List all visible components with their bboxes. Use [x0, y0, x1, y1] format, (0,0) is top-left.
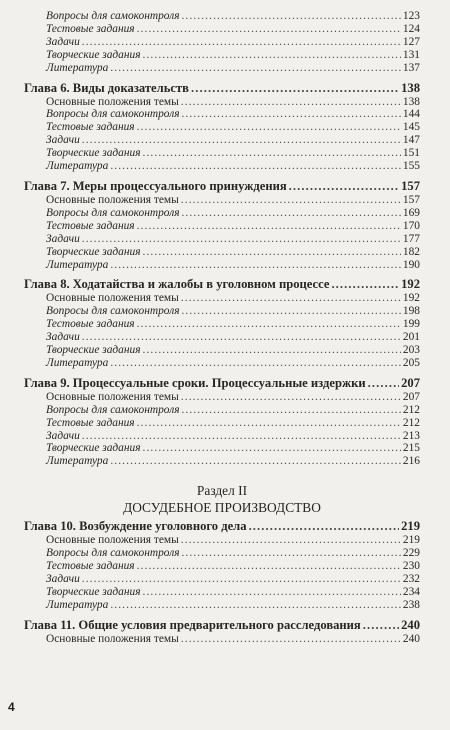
toc-entry: Вопросы для самоконтроля ..... 229: [24, 547, 420, 560]
chapter-heading: Глава 6. Виды доказательств ..... 138: [24, 81, 420, 95]
section-title: ДОСУДЕБНОЕ ПРОИЗВОДСТВО: [123, 500, 321, 516]
toc-entry: Литература ..... 216: [24, 455, 420, 468]
toc-entry: Основные положения темы ..... 219: [24, 534, 420, 547]
toc-entry: Тестовые задания ..... 124: [24, 23, 420, 36]
toc-entry: Литература ..... 238: [24, 599, 420, 612]
leader-dots: [181, 305, 400, 318]
chapter-heading: Глава 10. Возбуждение уголовного дела ..... 219: [24, 519, 420, 533]
leader-dots: [181, 292, 401, 305]
leader-dots: [181, 404, 400, 417]
leader-dots: [181, 633, 401, 646]
toc-entry: Творческие задания ..... 182: [24, 246, 420, 259]
toc-entry: Творческие задания ..... 203: [24, 344, 420, 357]
toc-entry: Основные положения темы ..... 240: [24, 633, 420, 646]
toc-entry: Задачи ..... 177: [24, 233, 420, 246]
leader-dots: [137, 220, 401, 233]
leader-dots: [82, 36, 401, 49]
leader-dots: [181, 10, 400, 23]
toc-entry: Задачи ..... 127: [24, 36, 420, 49]
leader-dots: [331, 277, 399, 291]
toc-entry: Тестовые задания ..... 145: [24, 121, 420, 134]
toc-entry: Литература ..... 190: [24, 259, 420, 272]
leader-dots: [181, 194, 401, 207]
leader-dots: [143, 246, 401, 259]
toc-entry: Творческие задания ..... 215: [24, 442, 420, 455]
leader-dots: [110, 455, 401, 468]
leader-dots: [289, 179, 399, 193]
leader-dots: [249, 519, 400, 533]
leader-dots: [181, 96, 401, 109]
leader-dots: [191, 81, 399, 95]
leader-dots: [82, 430, 401, 443]
chapter-11: [24, 618, 420, 646]
toc-entry: Творческие задания ..... 131: [24, 49, 420, 62]
chapter-heading: Глава 11. Общие условия предварительного расследования ..... 240: [24, 618, 420, 632]
leader-dots: [181, 534, 401, 547]
toc-entry: Тестовые задания ..... 212: [24, 417, 420, 430]
toc-entry: Основные положения темы ..... 207: [24, 391, 420, 404]
leader-dots: [181, 547, 400, 560]
leader-dots: [137, 23, 401, 36]
chapter-8: [24, 277, 420, 369]
leader-dots: [110, 357, 401, 370]
leader-dots: [181, 207, 400, 220]
toc-entry: Вопросы для самоконтроля ..... 169: [24, 207, 420, 220]
leader-dots: [181, 391, 401, 404]
chapter-heading: Глава 8. Ходатайства и жалобы в уголовном процессе ..... 192: [24, 277, 420, 291]
toc-entry: Вопросы для самоконтроля ..... 144: [24, 108, 420, 121]
toc-entry: Тестовые задания ..... 230: [24, 560, 420, 573]
toc-entry: Литература ..... 205: [24, 357, 420, 370]
table-of-contents: [24, 10, 420, 646]
chapter-6: [24, 81, 420, 173]
toc-entry: Вопросы для самоконтроля ..... 123: [24, 10, 420, 23]
leader-dots: [137, 560, 401, 573]
toc-entry: Основные положения темы ..... 157: [24, 194, 420, 207]
leader-dots: [143, 147, 401, 160]
leader-dots: [82, 233, 401, 246]
toc-entry: Творческие задания ..... 234: [24, 586, 420, 599]
chapter-9: [24, 376, 420, 468]
toc-entry: Творческие задания ..... 151: [24, 147, 420, 160]
toc-entry: Задачи ..... 201: [24, 331, 420, 344]
leader-dots: [110, 259, 401, 272]
leader-dots: [143, 586, 401, 599]
leader-dots: [137, 318, 401, 331]
toc-entry: Тестовые задания ..... 199: [24, 318, 420, 331]
toc-entry: Задачи ..... 232: [24, 573, 420, 586]
chapter-5-tail: [24, 10, 420, 75]
toc-entry: Вопросы для самоконтроля ..... 198: [24, 305, 420, 318]
section-number: Раздел II: [196, 483, 248, 499]
chapter-10: [24, 519, 420, 611]
toc-entry: Литература ..... 155: [24, 160, 420, 173]
chapter-heading: Глава 7. Меры процессуального принуждения ..... 157: [24, 179, 420, 193]
chapter-heading: Глава 9. Процессуальные сроки. Процессуальные издержки ..... 207: [24, 376, 420, 390]
toc-entry: Вопросы для самоконтроля ..... 212: [24, 404, 420, 417]
toc-entry: Задачи ..... 213: [24, 430, 420, 443]
leader-dots: [110, 599, 401, 612]
leader-dots: [82, 573, 401, 586]
toc-entry: Основные положения темы ..... 138: [24, 96, 420, 109]
toc-entry: Литература ..... 137: [24, 62, 420, 75]
leader-dots: [110, 160, 401, 173]
leader-dots: [143, 49, 401, 62]
leader-dots: [143, 344, 401, 357]
page-number: 4: [8, 700, 15, 714]
leader-dots: [82, 331, 401, 344]
chapter-7: [24, 179, 420, 271]
leader-dots: [82, 134, 401, 147]
leader-dots: [363, 618, 399, 632]
leader-dots: [137, 121, 401, 134]
leader-dots: [181, 108, 400, 121]
leader-dots: [143, 442, 401, 455]
leader-dots: [368, 376, 400, 390]
toc-entry: Тестовые задания ..... 170: [24, 220, 420, 233]
leader-dots: [137, 417, 401, 430]
leader-dots: [110, 62, 401, 75]
toc-entry: Задачи ..... 147: [24, 134, 420, 147]
toc-entry: Основные положения темы ..... 192: [24, 292, 420, 305]
